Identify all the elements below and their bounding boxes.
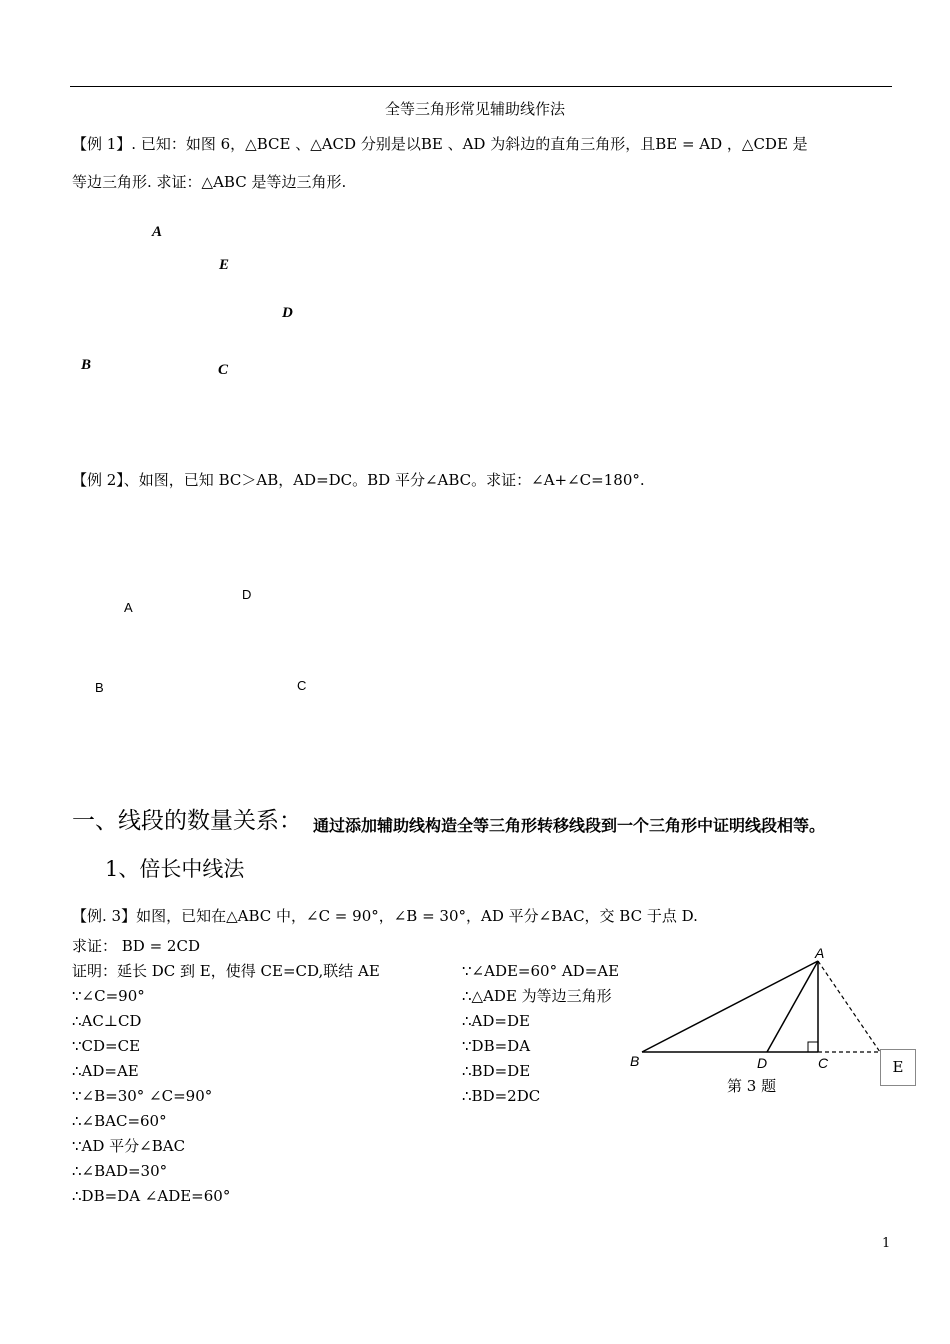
segment-ab (642, 961, 818, 1052)
proof-line: 证明：延长 DC 到 E，使得 CE=CD,联结 AE (72, 962, 380, 980)
ex1-label-d: D (282, 305, 293, 321)
proof-line: ∴BD=DE (462, 1062, 531, 1080)
ex1-label-c: C (218, 362, 229, 378)
proof-line: ∵∠ADE=60° AD=AE (462, 962, 620, 980)
ex1-label-e: E (219, 257, 230, 273)
figure-caption: 第 3 题 (727, 1077, 777, 1095)
subsection-heading: 1、倍长中线法 (105, 857, 245, 881)
proof-line: ∴AD=DE (462, 1012, 530, 1030)
proof-line: ∵AD 平分∠BAC (72, 1137, 186, 1155)
fig-label-c: C (818, 1055, 829, 1071)
proof-line: ∴BD=2DC (462, 1087, 541, 1105)
section-subtitle: 通过添加辅助线构造全等三角形转移线段到一个三角形中证明线段相等。 (313, 816, 826, 835)
proof-line: ∵CD=CE (72, 1037, 141, 1055)
fig-label-a: A (815, 945, 825, 961)
proof-line: ∴∠BAC=60° (72, 1112, 167, 1130)
proof-line: ∴DB=DA ∠ADE=60° (72, 1187, 231, 1205)
proof-line: ∴∠BAD=30° (72, 1162, 168, 1180)
right-angle-mark (808, 1042, 818, 1052)
fig-label-e: E (880, 1049, 916, 1086)
proof-line: ∴AC⊥CD (72, 1012, 142, 1030)
example3-prove: 求证： BD = 2CD (72, 937, 200, 955)
segment-ae-dashed (818, 961, 880, 1052)
page-title: 全等三角形常见辅助线作法 (384, 100, 565, 118)
ex2-label-d: D (242, 587, 252, 602)
ex2-label-b: B (95, 680, 104, 695)
proof-line: ∴△ADE 为等边三角形 (462, 987, 612, 1005)
proof-line: ∵DB=DA (462, 1037, 531, 1055)
example1-statement-line1: 【例 1】. 已知：如图 6，△BCE 、△ACD 分别是以BE 、AD 为斜边的直角三角形，且BE = AD ，△CDE 是 (72, 135, 808, 153)
ex1-label-b: B (81, 357, 92, 373)
fig-label-d: D (757, 1055, 768, 1071)
page-number: 1 (882, 1236, 891, 1251)
ex1-label-a: A (152, 224, 163, 240)
example1-statement-line2: 等边三角形. 求证：△ABC 是等边三角形. (72, 173, 347, 191)
proof-line: ∵∠C=90° (72, 987, 145, 1005)
example3-statement: 【例. 3】如图，已知在△ABC 中，∠C = 90°，∠B = 30°，AD 平分∠BAC，交 BC 于点 D. (72, 907, 698, 925)
ex2-label-c: C (297, 678, 307, 693)
ex2-label-a: A (124, 600, 133, 615)
section-heading: 一、线段的数量关系： (72, 808, 302, 834)
example2-statement: 【例 2】、如图，已知 BC＞AB，AD=DC。BD 平分∠ABC。求证：∠A+∠C=180°. (72, 471, 645, 489)
proof-line: ∴AD=AE (72, 1062, 139, 1080)
fig-label-b: B (630, 1053, 640, 1069)
proof-line: ∵∠B=30° ∠C=90° (72, 1087, 213, 1105)
